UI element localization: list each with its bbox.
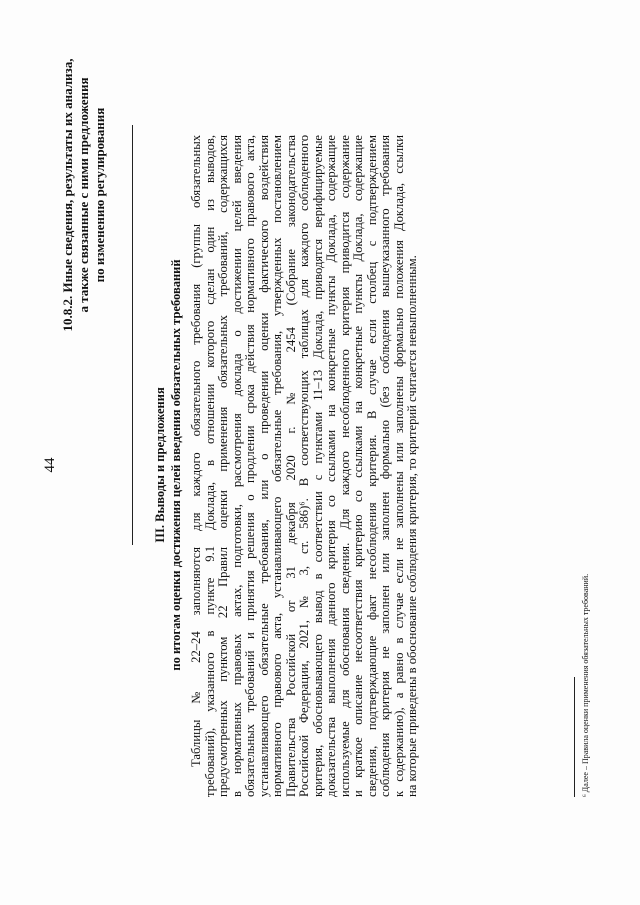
paragraph-line: соблюдения критерия не заполнен или заполнен формально (без соблюдения вышеуказанного требования bbox=[378, 135, 392, 797]
body-paragraph bbox=[190, 135, 420, 797]
paragraph-line: требований), указанного в пункте 9.1 Доклада, в отношении которого сделан один из выводов, bbox=[202, 135, 217, 797]
paragraph-line: Таблицы № 22–24 заполняются для каждого обязательного требования (группы обязательных bbox=[189, 135, 203, 767]
paragraph-line: в нормативных правовых актах, подготовки, рассмотрения доклада о достижении целей введения bbox=[229, 135, 244, 797]
rotated-content bbox=[40, 25, 600, 905]
footnote-rule bbox=[574, 677, 575, 797]
paragraph-line: критерия, обосновывающего вывод в соответствии с пунктами 11–13 Доклада, приводятся верифицируемые bbox=[310, 135, 325, 797]
paragraph-line: предусмотренных пунктом 22 Правил оценки применения обязательных требований, содержащихся bbox=[216, 135, 230, 797]
section-heading-line: а также связанные с ними предложения bbox=[76, 77, 91, 313]
paragraph-line: нормативного правового акта, устанавливающего обязательные требования, утвержденных постановлением bbox=[270, 135, 284, 797]
paragraph-line: к содержанию), а равно в случае если не заполнены или заполнены формально положения Доклада, ссылки bbox=[391, 135, 406, 797]
section-heading-line: по изменению регулирования bbox=[92, 107, 107, 283]
chapter-title bbox=[152, 25, 184, 905]
paragraph-line: Правительства Российской от 31 декабря 2020 г. № 2454 (Собрание законодательства bbox=[283, 135, 298, 797]
paragraph-line: сведения, подтверждающие факт несоблюдения критерия. В случае если столбец с подтверждением bbox=[364, 135, 379, 797]
footnote: ⁶ Далее – Правила оценки применения обязательных требований. bbox=[581, 573, 590, 797]
paragraph-line: устанавливающего обязательные требования, или о проведении оценки фактического воздействия bbox=[256, 135, 271, 797]
page-number: 44 bbox=[42, 457, 58, 473]
paragraph-line: используемые для обоснования сведения. Для каждого несоблюденного критерия приводится содержание bbox=[337, 135, 352, 797]
horizontal-rule bbox=[132, 125, 133, 545]
paragraph-line: Российской Федерации, 2021, № 3, ст. 586)⁶. В соответствующих таблицах для каждого соблюденного bbox=[297, 135, 311, 797]
section-heading-line: 10.8.2. Иные сведения, результаты их анализа, bbox=[60, 58, 75, 332]
paragraph-line: и краткое описание несоответствия критерию со ссылками на конкретные пункты Доклада, содержащие bbox=[351, 135, 365, 797]
chapter-title-line: по итогам оценки достижения целей введения обязательных требований bbox=[169, 259, 183, 671]
chapter-title-line: III. Выводы и предложения bbox=[153, 387, 167, 543]
paragraph-line: доказательства выполнения данного критерия со ссылками на конкретные пункты Доклада, содержащие bbox=[324, 135, 338, 797]
paragraph-line: обязательных требований и принятия решения о продлении срока действия нормативного правового акта, bbox=[243, 135, 257, 797]
section-heading bbox=[60, 45, 108, 345]
paragraph-line: на которые приведены в обоснование соблюдения критерия, то критерий считается невыполненным. bbox=[405, 255, 419, 797]
